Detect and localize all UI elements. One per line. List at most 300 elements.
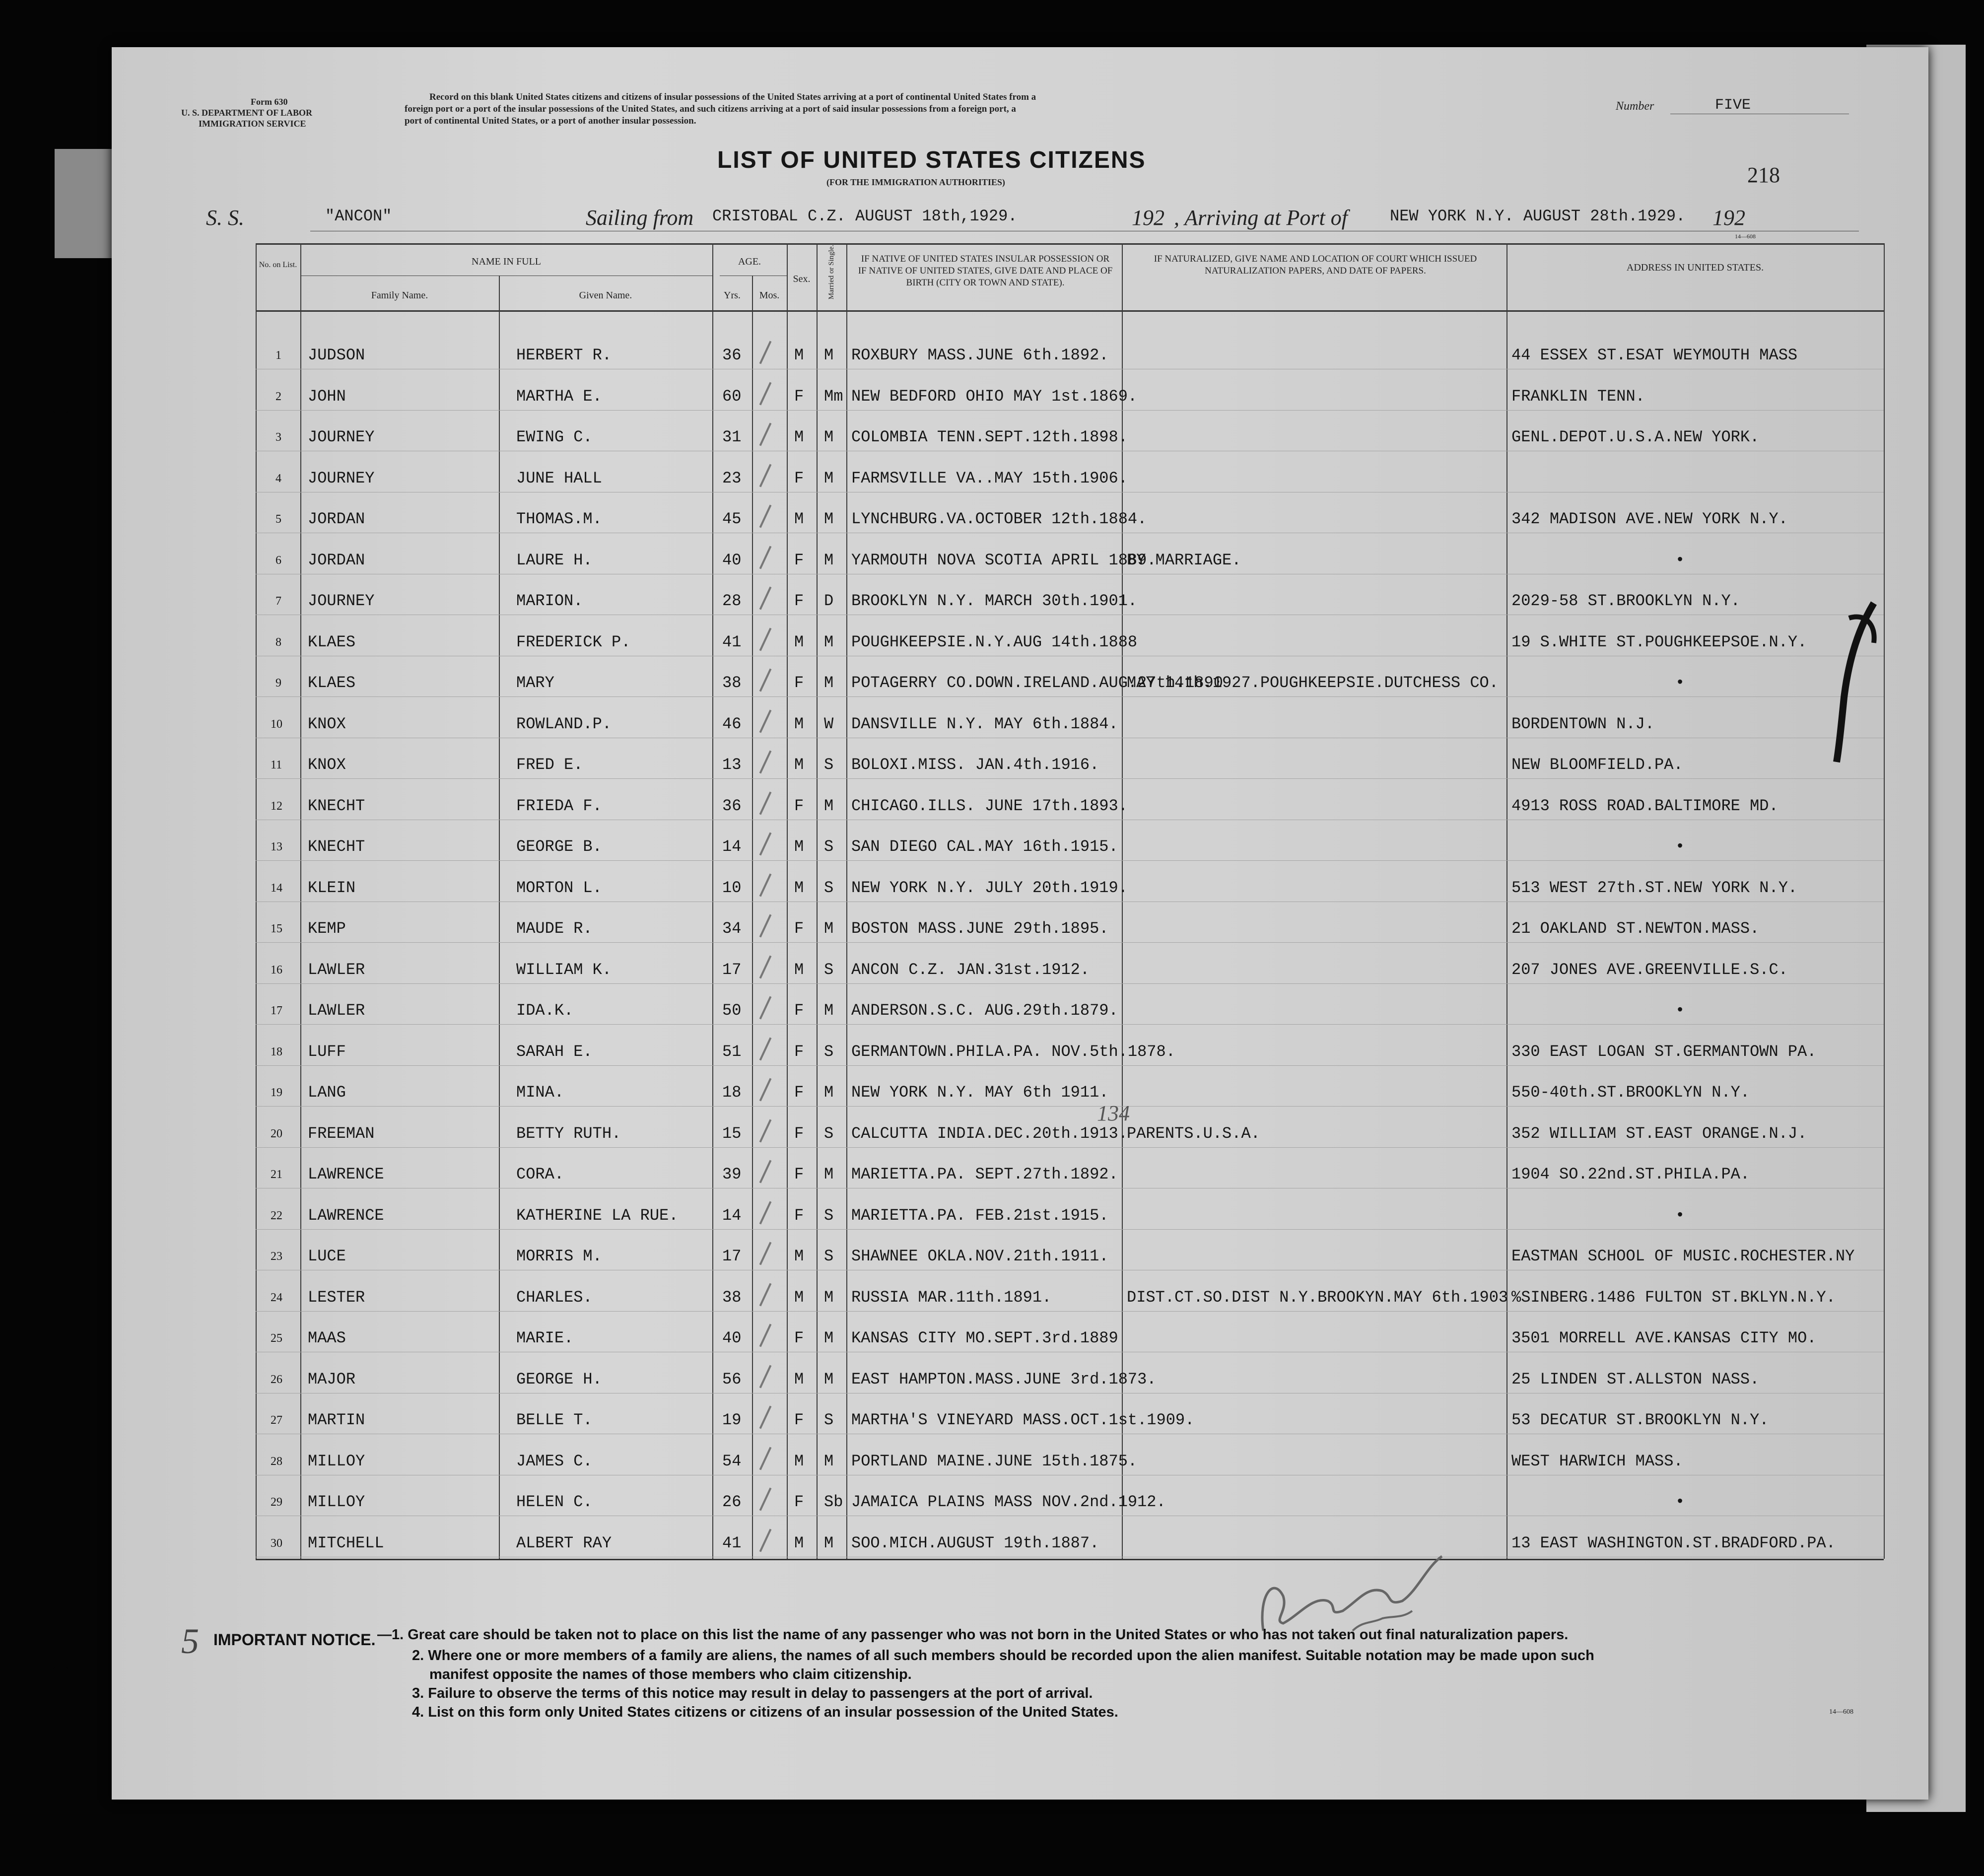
punch-hole: [52, 1663, 69, 1688]
address: 513 WEST 27th.ST.NEW YORK N.Y.: [1511, 879, 1798, 897]
table-row: [112, 791, 1928, 823]
handwritten-134: 134: [1097, 1101, 1130, 1125]
header-no: No. on List.: [259, 261, 297, 269]
table-row: [112, 955, 1928, 986]
marital-status: M: [824, 510, 834, 528]
address: EASTMAN SCHOOL OF MUSIC.ROCHESTER.NY: [1511, 1247, 1855, 1265]
row-rule: [256, 1065, 1884, 1066]
row-rule: [256, 696, 1884, 697]
address: 330 EAST LOGAN ST.GERMANTOWN PA.: [1511, 1042, 1817, 1061]
check-mark: [759, 668, 772, 692]
age-years: 60: [722, 387, 742, 406]
family-name: LAWLER: [308, 1001, 365, 1020]
given-name: ALBERT RAY: [516, 1534, 612, 1552]
age-years: 28: [722, 592, 742, 610]
manifest-page: [112, 47, 1928, 1800]
row-number: 22: [271, 1209, 282, 1222]
header-family-name: Family Name.: [371, 290, 428, 301]
given-name: MARIE.: [516, 1329, 574, 1347]
age-years: 39: [722, 1165, 742, 1183]
birth-info: BOLOXI.MISS. JAN.4th.1916.: [851, 756, 1099, 774]
sex: M: [794, 346, 804, 364]
row-number: 24: [271, 1291, 282, 1304]
punch-hole: [52, 261, 69, 285]
birth-info: MARTHA'S VINEYARD MASS.OCT.1st.1909.: [851, 1411, 1195, 1429]
address: %SINBERG.1486 FULTON ST.BKLYN.N.Y.: [1511, 1288, 1836, 1307]
marital-status: M: [824, 919, 834, 938]
given-name: JAMES C.: [516, 1452, 593, 1470]
margin-scribble-mark: [1829, 598, 1884, 767]
sex: F: [794, 1001, 804, 1020]
age-years: 54: [722, 1452, 742, 1470]
header-married: Married or Single.: [827, 244, 835, 300]
family-name: JORDAN: [308, 551, 365, 569]
row-rule: [256, 1311, 1884, 1312]
marital-status: Sb: [824, 1493, 843, 1511]
age-years: 51: [722, 1042, 742, 1061]
notice-heading: IMPORTANT NOTICE.: [213, 1631, 376, 1649]
sex: F: [794, 1083, 804, 1102]
address: •: [1675, 551, 1685, 569]
address: 207 JONES AVE.GREENVILLE.S.C.: [1511, 961, 1788, 979]
birth-info: MARIETTA.PA. SEPT.27th.1892.: [851, 1165, 1118, 1183]
age-years: 13: [722, 756, 742, 774]
check-mark: [759, 1283, 772, 1306]
family-name: LUFF: [308, 1042, 346, 1061]
row-number: 27: [271, 1414, 282, 1427]
row-number: 6: [275, 554, 281, 567]
table-row: [112, 627, 1928, 659]
table-row: [112, 1037, 1928, 1068]
row-number: 1: [275, 349, 281, 362]
row-number: 14: [271, 882, 282, 895]
given-name: HELEN C.: [516, 1493, 593, 1511]
sex: F: [794, 797, 804, 815]
table-row: [112, 1323, 1928, 1355]
marital-status: Mm: [824, 387, 843, 406]
address: 44 ESSEX ST.ESAT WEYMOUTH MASS: [1511, 346, 1798, 364]
sex: M: [794, 715, 804, 733]
birth-info: CHICAGO.ILLS. JUNE 17th.1893.: [851, 797, 1128, 815]
sex: M: [794, 1247, 804, 1265]
marital-status: M: [824, 1001, 834, 1020]
check-mark: [759, 546, 772, 569]
sex: M: [794, 961, 804, 979]
age-years: 36: [722, 346, 742, 364]
marital-status: M: [824, 428, 834, 446]
sex: F: [794, 1124, 804, 1143]
table-row: [112, 1528, 1928, 1560]
row-number: 15: [271, 922, 282, 935]
age-years: 50: [722, 1001, 742, 1020]
birth-info: PORTLAND MAINE.JUNE 15th.1875.: [851, 1452, 1138, 1470]
family-name: KNOX: [308, 715, 346, 733]
birth-info: FARMSVILLE VA..MAY 15th.1906.: [851, 469, 1128, 487]
family-name: KNECHT: [308, 837, 365, 856]
address: 4913 ROSS ROAD.BALTIMORE MD.: [1511, 797, 1779, 815]
marital-status: S: [824, 1206, 834, 1225]
row-number: 5: [275, 513, 281, 526]
age-years: 34: [722, 919, 742, 938]
given-name: THOMAS.M.: [516, 510, 602, 528]
family-name: LANG: [308, 1083, 346, 1102]
row-number: 4: [275, 472, 281, 485]
row-number: 8: [275, 636, 281, 649]
sex: F: [794, 1042, 804, 1061]
sex: M: [794, 837, 804, 856]
service: IMMIGRATION SERVICE: [199, 119, 306, 129]
family-name: LAWRENCE: [308, 1206, 384, 1225]
family-name: KNOX: [308, 756, 346, 774]
check-mark: [759, 504, 772, 528]
age-years: 19: [722, 1411, 742, 1429]
header-yrs: Yrs.: [724, 290, 741, 301]
check-mark: [759, 1160, 772, 1183]
age-years: 38: [722, 674, 742, 692]
sex: F: [794, 1411, 804, 1429]
check-mark: [759, 382, 772, 405]
family-name: JOURNEY: [308, 592, 375, 610]
marital-status: M: [824, 551, 834, 569]
marital-status: M: [824, 797, 834, 815]
table-row: [112, 995, 1928, 1027]
row-number: 29: [271, 1496, 282, 1509]
sex: M: [794, 1288, 804, 1307]
notice-item-2a: 2. Where one or more members of a family are aliens, the names of all such members should be recorded upon the alien manifest. Suitable notation may be made upon such: [412, 1648, 1594, 1664]
notice-item-3: 3. Failure to observe the terms of this notice may result in delay to passengers at the port of arrival.: [412, 1685, 1093, 1701]
notice-item-2b: manifest opposite the names of those members who claim citizenship.: [429, 1667, 912, 1682]
given-name: HERBERT R.: [516, 346, 612, 364]
address: 2029-58 ST.BROOKLYN N.Y.: [1511, 592, 1740, 610]
birth-info: ROXBURY MASS.JUNE 6th.1892.: [851, 346, 1109, 364]
address: •: [1675, 674, 1685, 692]
address: •: [1675, 1493, 1685, 1511]
birth-info: NEW YORK N.Y. MAY 6th 1911.: [851, 1083, 1109, 1102]
row-number: 10: [271, 718, 282, 731]
check-mark: [759, 341, 772, 364]
given-name: GEORGE H.: [516, 1370, 602, 1389]
table-row: [112, 422, 1928, 454]
table-row: [112, 1282, 1928, 1314]
table-row: [112, 1487, 1928, 1519]
row-number: 30: [271, 1537, 282, 1550]
given-name: ROWLAND.P.: [516, 715, 612, 733]
given-name: MAUDE R.: [516, 919, 593, 938]
birth-info: DANSVILLE N.Y. MAY 6th.1884.: [851, 715, 1118, 733]
given-name: MARION.: [516, 592, 583, 610]
row-number: 3: [275, 431, 281, 444]
table-top-border: [256, 243, 1884, 245]
punch-hole: [52, 1316, 69, 1340]
given-name: CORA.: [516, 1165, 564, 1183]
age-years: 31: [722, 428, 742, 446]
naturalization-info: BY MARRIAGE.: [1127, 551, 1241, 569]
check-mark: [759, 914, 772, 937]
age-years: 36: [722, 797, 742, 815]
check-mark: [759, 1242, 772, 1265]
age-years: 40: [722, 551, 742, 569]
family-name: KNECHT: [308, 797, 365, 815]
birth-info: RUSSIA MAR.11th.1891.: [851, 1288, 1052, 1307]
marital-status: M: [824, 469, 834, 487]
table-row: [112, 1364, 1928, 1396]
check-mark: [759, 1365, 772, 1388]
record-note-line-1: Record on this blank United States citizens and citizens of insular possessions of the United States arriving at a port of continental United States from a: [429, 92, 1036, 102]
table-row: [112, 1405, 1928, 1437]
row-rule: [256, 860, 1884, 861]
row-rule: [256, 1147, 1884, 1148]
sex: F: [794, 592, 804, 610]
given-name: BETTY RUTH.: [516, 1124, 621, 1143]
sex: F: [794, 1329, 804, 1347]
given-name: FRED E.: [516, 756, 583, 774]
check-mark: [759, 1323, 772, 1347]
ss-label: S. S.: [206, 206, 244, 230]
table-row: [112, 668, 1928, 699]
age-years: 26: [722, 1493, 742, 1511]
sex: F: [794, 551, 804, 569]
marital-status: M: [824, 1329, 834, 1347]
marital-status: M: [824, 1452, 834, 1470]
naturalization-info: PARENTS.U.S.A.: [1127, 1124, 1260, 1143]
row-number: 16: [271, 964, 282, 976]
age-years: 23: [722, 469, 742, 487]
given-name: MARTHA E.: [516, 387, 602, 406]
address: 25 LINDEN ST.ALLSTON NASS.: [1511, 1370, 1760, 1389]
notice-code: 14—608: [1829, 1708, 1853, 1716]
birth-info: BOSTON MASS.JUNE 29th.1895.: [851, 919, 1109, 938]
given-name: SARAH E.: [516, 1042, 593, 1061]
family-name: JOHN: [308, 387, 346, 406]
family-name: LAWLER: [308, 961, 365, 979]
check-mark: [759, 873, 772, 897]
age-years: 38: [722, 1288, 742, 1307]
check-mark: [759, 832, 772, 855]
table-row: [112, 913, 1928, 945]
family-name: LESTER: [308, 1288, 365, 1307]
age-years: 45: [722, 510, 742, 528]
check-mark: [759, 1078, 772, 1101]
sailing-label: Sailing from: [586, 206, 694, 230]
family-name: MILLOY: [308, 1493, 365, 1511]
sex: M: [794, 1452, 804, 1470]
marital-status: S: [824, 756, 834, 774]
birth-info: MARIETTA.PA. FEB.21st.1915.: [851, 1206, 1109, 1225]
family-name: JOURNEY: [308, 469, 375, 487]
marital-status: S: [824, 837, 834, 856]
birth-info: COLOMBIA TENN.SEPT.12th.1898.: [851, 428, 1128, 446]
marital-status: S: [824, 961, 834, 979]
address: 3501 MORRELL AVE.KANSAS CITY MO.: [1511, 1329, 1817, 1347]
given-name: IDA.K.: [516, 1001, 574, 1020]
sex: M: [794, 1534, 804, 1552]
notice-item-4: 4. List on this form only United States citizens or citizens of an insular possession of the United States.: [412, 1704, 1118, 1720]
address: 13 EAST WASHINGTON.ST.BRADFORD.PA.: [1511, 1534, 1836, 1552]
header-divider: [256, 310, 1884, 312]
birth-info: GERMANTOWN.PHILA.PA. NOV.5th.1878.: [851, 1042, 1175, 1061]
check-mark: [759, 627, 772, 651]
sex: M: [794, 510, 804, 528]
row-rule: [256, 942, 1884, 943]
table-row: [112, 1118, 1928, 1150]
check-mark: [759, 464, 772, 487]
age-years: 41: [722, 633, 742, 651]
header-address: ADDRESS IN UNITED STATES.: [1626, 262, 1764, 273]
check-mark: [759, 955, 772, 978]
table-row: [112, 1077, 1928, 1109]
handwritten-5: 5: [181, 1621, 199, 1661]
birth-info: SHAWNEE OKLA.NOV.21th.1911.: [851, 1247, 1109, 1265]
check-mark: [759, 1487, 772, 1511]
table-row: [112, 1241, 1928, 1273]
list-subtitle: (FOR THE IMMIGRATION AUTHORITIES): [826, 177, 1005, 187]
row-number: 17: [271, 1004, 282, 1017]
sailing-from: CRISTOBAL C.Z. AUGUST 18th,1929.: [712, 207, 1018, 225]
arriving-at: NEW YORK N.Y. AUGUST 28th.1929.: [1390, 207, 1686, 225]
row-number: 28: [271, 1455, 282, 1468]
given-name: JUNE HALL: [516, 469, 602, 487]
header-birth: IF NATIVE OF UNITED STATES INSULAR POSSESSION OR IF NATIVE OF UNITED STATES, GIVE DATE AND PLACE OF BIRTH (CITY OR TOWN AND STATE).: [858, 254, 1113, 288]
marital-status: M: [824, 674, 834, 692]
check-mark: [759, 996, 772, 1019]
birth-info: POTAGERRY CO.DOWN.IRELAND.AUG.27th.1890: [851, 674, 1223, 692]
department: U. S. DEPARTMENT OF LABOR: [181, 108, 313, 118]
marital-status: M: [824, 1534, 834, 1552]
address: •: [1675, 1206, 1685, 1225]
ship-name: "ANCON": [325, 207, 392, 225]
birth-info: YARMOUTH NOVA SCOTIA APRIL 1889.: [851, 551, 1157, 569]
print-code: 14—608: [1735, 233, 1756, 240]
given-name: CHARLES.: [516, 1288, 593, 1307]
family-name: MITCHELL: [308, 1534, 384, 1552]
sex: M: [794, 879, 804, 897]
sex: M: [794, 428, 804, 446]
table-row: [112, 340, 1928, 372]
table-row: [112, 463, 1928, 495]
check-mark: [759, 791, 772, 815]
header-name-in-full: NAME IN FULL: [472, 256, 541, 267]
birth-info: LYNCHBURG.VA.OCTOBER 12th.1884.: [851, 510, 1147, 528]
given-name: MARY: [516, 674, 554, 692]
row-number: 9: [275, 677, 281, 690]
table-row: [112, 381, 1928, 413]
address: 550-40th.ST.BROOKLYN N.Y.: [1511, 1083, 1750, 1102]
row-number: 25: [271, 1332, 282, 1345]
family-name: JUDSON: [308, 346, 365, 364]
family-name: KLAES: [308, 674, 356, 692]
sex: F: [794, 387, 804, 406]
marital-status: M: [824, 633, 834, 651]
age-years: 17: [722, 961, 742, 979]
family-name: MARTIN: [308, 1411, 365, 1429]
address: FRANKLIN TENN.: [1511, 387, 1645, 406]
sex: M: [794, 633, 804, 651]
row-number: 18: [271, 1045, 282, 1058]
table-row: [112, 1446, 1928, 1478]
marital-status: S: [824, 879, 834, 897]
birth-info: ANCON C.Z. JAN.31st.1912.: [851, 961, 1090, 979]
marital-status: S: [824, 1411, 834, 1429]
arriving-label: , Arriving at Port of: [1174, 206, 1348, 230]
year-1: 192: [1132, 206, 1164, 230]
marital-status: S: [824, 1042, 834, 1061]
row-rule: [256, 1024, 1884, 1025]
record-note-line-2: foreign port or a port of the insular possessions of the United States, and such citizens arriving at a port of said insular possessions from a foreign port, a: [405, 104, 1016, 114]
table-row: [112, 586, 1928, 618]
row-rule: [256, 983, 1884, 984]
row-number: 23: [271, 1250, 282, 1263]
age-years: 14: [722, 837, 742, 856]
address: WEST HARWICH MASS.: [1511, 1452, 1683, 1470]
row-number: 11: [271, 759, 282, 771]
row-number: 21: [271, 1168, 282, 1181]
birth-info: CALCUTTA INDIA.DEC.20th.1913.: [851, 1124, 1128, 1143]
number-value: FIVE: [1715, 97, 1751, 114]
sex: F: [794, 674, 804, 692]
row-number: 13: [271, 840, 282, 853]
family-name: MAJOR: [308, 1370, 356, 1389]
given-name: BELLE T.: [516, 1411, 593, 1429]
marital-status: M: [824, 1288, 834, 1307]
row-number: 20: [271, 1127, 282, 1140]
table-row: [112, 545, 1928, 577]
list-title: LIST OF UNITED STATES CITIZENS: [717, 147, 1146, 173]
family-name: KLEIN: [308, 879, 356, 897]
address: NEW BLOOMFIELD.PA.: [1511, 756, 1683, 774]
header-mos: Mos.: [759, 290, 780, 301]
family-name: KEMP: [308, 919, 346, 938]
address: 352 WILLIAM ST.EAST ORANGE.N.J.: [1511, 1124, 1807, 1143]
birth-info: KANSAS CITY MO.SEPT.3rd.1889: [851, 1329, 1118, 1347]
sex: F: [794, 1493, 804, 1511]
table-row: [112, 504, 1928, 536]
age-years: 56: [722, 1370, 742, 1389]
address: GENL.DEPOT.U.S.A.NEW YORK.: [1511, 428, 1760, 446]
birth-info: NEW BEDFORD OHIO MAY 1st.1869.: [851, 387, 1138, 406]
row-rule: [256, 1106, 1884, 1107]
birth-info: SAN DIEGO CAL.MAY 16th.1915.: [851, 837, 1118, 856]
birth-info: BROOKLYN N.Y. MARCH 30th.1901.: [851, 592, 1138, 610]
row-rule: [256, 410, 1884, 411]
family-name: MAAS: [308, 1329, 346, 1347]
marital-status: S: [824, 1247, 834, 1265]
record-note-line-3: port of continental United States, or a port of another insular possession.: [405, 116, 696, 126]
age-years: 41: [722, 1534, 742, 1552]
row-rule: [256, 778, 1884, 779]
address: 21 OAKLAND ST.NEWTON.MASS.: [1511, 919, 1760, 938]
header-naturalized: IF NATURALIZED, GIVE NAME AND LOCATION OF COURT WHICH ISSUED NATURALIZATION PAPERS, AND DATE OF PAPERS.: [1154, 254, 1477, 276]
birth-info: JAMAICA PLAINS MASS NOV.2nd.1912.: [851, 1493, 1166, 1511]
form-number: Form 630: [251, 97, 288, 107]
age-years: 46: [722, 715, 742, 733]
address: 19 S.WHITE ST.POUGHKEEPSOE.N.Y.: [1511, 633, 1807, 651]
birth-info: NEW YORK N.Y. JULY 20th.1919.: [851, 879, 1128, 897]
header-age: AGE.: [738, 256, 761, 267]
age-years: 15: [722, 1124, 742, 1143]
check-mark: [759, 422, 772, 446]
check-mark: [759, 1405, 772, 1429]
age-years: 40: [722, 1329, 742, 1347]
table-row: [112, 1159, 1928, 1191]
marital-status: M: [824, 1083, 834, 1102]
given-name: KATHERINE LA RUE.: [516, 1206, 679, 1225]
sex: F: [794, 469, 804, 487]
punch-hole: [52, 392, 69, 417]
family-name: JOURNEY: [308, 428, 375, 446]
naturalization-info: DIST.CT.SO.DIST N.Y.BROOKYN.MAY 6th.1903: [1127, 1288, 1508, 1307]
table-row: [112, 1200, 1928, 1232]
given-name: MINA.: [516, 1083, 564, 1102]
